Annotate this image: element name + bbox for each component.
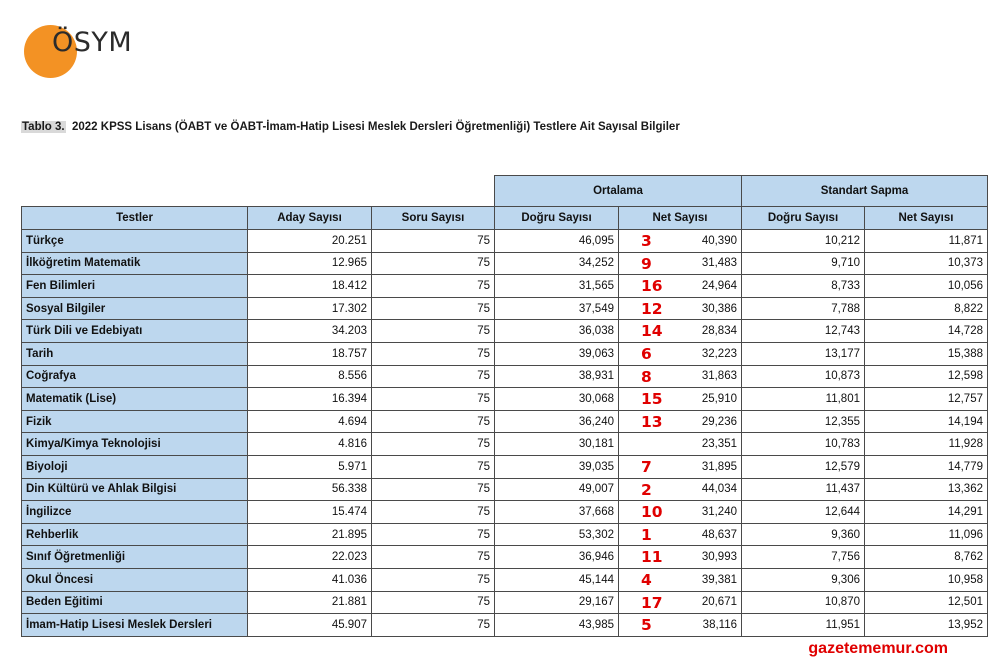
soru-cell: 75 <box>372 591 495 614</box>
ort-net-cell <box>619 342 742 365</box>
soru-cell: 75 <box>372 614 495 637</box>
table-row <box>22 433 988 456</box>
table-row <box>22 546 988 569</box>
soru-cell: 75 <box>372 478 495 501</box>
soru-cell: 75 <box>372 568 495 591</box>
rank-number: 5 <box>641 616 652 635</box>
ss-dogru-cell: 10,873 <box>742 365 865 388</box>
caption-title: 2022 KPSS Lisans (ÖABT ve ÖABT-İmam-Hatip Lisesi Meslek Dersleri Öğretmenliği) Testlere Ait Sayısal Bilgiler <box>72 121 680 133</box>
ss-dogru-cell: 10,212 <box>742 230 865 253</box>
soru-cell: 75 <box>372 365 495 388</box>
ss-dogru-cell: 12,579 <box>742 455 865 478</box>
table-row <box>22 320 988 343</box>
table-row <box>22 523 988 546</box>
ort-net-cell <box>619 523 742 546</box>
ort-net-cell <box>619 297 742 320</box>
logo-text: ÖSYM <box>52 27 133 58</box>
ss-net-cell: 13,952 <box>865 614 988 637</box>
test-name-cell: Okul Öncesi <box>22 568 248 591</box>
net-value: 38,116 <box>702 618 737 631</box>
ort-net-cell <box>619 478 742 501</box>
net-value: 31,895 <box>701 460 737 473</box>
rank-number: 12 <box>641 299 663 318</box>
rank-number: 15 <box>641 390 663 409</box>
kpss-stats-table <box>21 175 988 637</box>
ort-dogru-cell: 30,181 <box>495 433 619 456</box>
ort-net-cell <box>619 614 742 637</box>
ort-dogru-cell: 38,931 <box>495 365 619 388</box>
ort-net-cell <box>619 230 742 253</box>
col-header-ss-net: Net Sayısı <box>865 207 988 230</box>
ss-dogru-cell: 10,783 <box>742 433 865 456</box>
net-value: 40,390 <box>701 234 737 247</box>
aday-cell: 18.412 <box>248 275 372 298</box>
ss-net-cell: 13,362 <box>865 478 988 501</box>
net-value: 39,381 <box>701 573 737 586</box>
col-header-soru: Soru Sayısı <box>372 207 495 230</box>
ss-net-cell: 12,598 <box>865 365 988 388</box>
ss-net-cell: 12,501 <box>865 591 988 614</box>
aday-cell: 21.881 <box>248 591 372 614</box>
soru-cell: 75 <box>372 342 495 365</box>
ort-dogru-cell: 49,007 <box>495 478 619 501</box>
test-name-cell: Matematik (Lise) <box>22 388 248 411</box>
table-row <box>22 591 988 614</box>
soru-cell: 75 <box>372 546 495 569</box>
ort-dogru-cell: 43,985 <box>495 614 619 637</box>
ss-net-cell: 11,928 <box>865 433 988 456</box>
ss-dogru-cell: 9,306 <box>742 568 865 591</box>
rank-number: 10 <box>641 503 663 522</box>
aday-cell: 12.965 <box>248 252 372 275</box>
aday-cell: 4.694 <box>248 410 372 433</box>
ss-net-cell: 14,291 <box>865 501 988 524</box>
aday-cell: 5.971 <box>248 455 372 478</box>
ort-net-cell <box>619 388 742 411</box>
ort-dogru-cell: 39,063 <box>495 342 619 365</box>
ort-dogru-cell: 37,549 <box>495 297 619 320</box>
caption-label: Tablo 3. <box>22 121 65 133</box>
aday-cell: 18.757 <box>248 342 372 365</box>
ss-dogru-cell: 11,951 <box>742 614 865 637</box>
test-name-cell: Türkçe <box>22 230 248 253</box>
rank-number: 3 <box>641 232 652 250</box>
ss-dogru-cell: 7,788 <box>742 297 865 320</box>
test-name-cell: Kimya/Kimya Teknolojisi <box>22 433 248 456</box>
ss-net-cell: 10,958 <box>865 568 988 591</box>
ss-net-cell: 8,762 <box>865 546 988 569</box>
ss-dogru-cell: 9,360 <box>742 523 865 546</box>
table-caption <box>21 121 680 133</box>
table-row <box>22 275 988 298</box>
ort-dogru-cell: 45,144 <box>495 568 619 591</box>
rank-number: 11 <box>641 548 663 567</box>
test-name-cell: İlköğretim Matematik <box>22 252 248 275</box>
ort-net-cell <box>619 501 742 524</box>
ss-net-cell: 10,373 <box>865 252 988 275</box>
ort-dogru-cell: 46,095 <box>495 230 619 253</box>
net-value: 29,236 <box>701 415 737 428</box>
ss-net-cell: 14,194 <box>865 410 988 433</box>
ss-dogru-cell: 10,870 <box>742 591 865 614</box>
ss-dogru-cell: 11,437 <box>742 478 865 501</box>
ort-dogru-cell: 36,946 <box>495 546 619 569</box>
aday-cell: 45.907 <box>248 614 372 637</box>
ort-net-cell <box>619 320 742 343</box>
test-name-cell: Sosyal Bilgiler <box>22 297 248 320</box>
aday-cell: 22.023 <box>248 546 372 569</box>
rank-number: 13 <box>641 412 663 431</box>
ort-net-cell <box>619 275 742 298</box>
net-value: 28,834 <box>701 325 737 338</box>
net-value: 30,386 <box>701 302 737 315</box>
net-value: 31,483 <box>701 257 737 270</box>
header-spacer <box>22 176 495 207</box>
net-value: 31,240 <box>701 505 737 518</box>
test-name-cell: Tarih <box>22 342 248 365</box>
watermark: gazetememur.com <box>808 640 948 657</box>
soru-cell: 75 <box>372 297 495 320</box>
ort-dogru-cell: 31,565 <box>495 275 619 298</box>
ort-dogru-cell: 30,068 <box>495 388 619 411</box>
col-header-ort-net: Net Sayısı <box>619 207 742 230</box>
table-row <box>22 568 988 591</box>
soru-cell: 75 <box>372 230 495 253</box>
osym-logo <box>24 20 164 80</box>
test-name-cell: İmam-Hatip Lisesi Meslek Dersleri <box>22 614 248 637</box>
aday-cell: 41.036 <box>248 568 372 591</box>
aday-cell: 16.394 <box>248 388 372 411</box>
ort-net-cell <box>619 455 742 478</box>
ss-net-cell: 10,056 <box>865 275 988 298</box>
soru-cell: 75 <box>372 523 495 546</box>
ort-dogru-cell: 36,240 <box>495 410 619 433</box>
aday-cell: 4.816 <box>248 433 372 456</box>
ss-dogru-cell: 12,743 <box>742 320 865 343</box>
ss-dogru-cell: 12,355 <box>742 410 865 433</box>
ss-net-cell: 11,096 <box>865 523 988 546</box>
net-value: 23,351 <box>701 438 737 451</box>
test-name-cell: Biyoloji <box>22 455 248 478</box>
ss-dogru-cell: 8,733 <box>742 275 865 298</box>
table-row <box>22 455 988 478</box>
rank-number: 1 <box>641 525 652 544</box>
ort-net-cell <box>619 546 742 569</box>
soru-cell: 75 <box>372 252 495 275</box>
soru-cell: 75 <box>372 501 495 524</box>
ss-net-cell: 14,779 <box>865 455 988 478</box>
net-value: 31,863 <box>701 370 737 383</box>
col-header-testler: Testler <box>22 207 248 230</box>
ort-net-cell <box>619 410 742 433</box>
soru-cell: 75 <box>372 388 495 411</box>
test-name-cell: Sınıf Öğretmenliği <box>22 546 248 569</box>
group-header-mean: Ortalama <box>495 176 742 207</box>
soru-cell: 75 <box>372 275 495 298</box>
ort-net-cell <box>619 252 742 275</box>
rank-number: 8 <box>641 367 652 386</box>
ss-net-cell: 8,822 <box>865 297 988 320</box>
ort-net-cell <box>619 365 742 388</box>
table-row <box>22 614 988 637</box>
ss-dogru-cell: 9,710 <box>742 252 865 275</box>
net-value: 20,671 <box>701 596 737 609</box>
table-row <box>22 365 988 388</box>
test-name-cell: Fizik <box>22 410 248 433</box>
ort-net-cell <box>619 591 742 614</box>
soru-cell: 75 <box>372 455 495 478</box>
rank-number: 6 <box>641 344 652 363</box>
aday-cell: 8.556 <box>248 365 372 388</box>
test-name-cell: Türk Dili ve Edebiyatı <box>22 320 248 343</box>
ss-dogru-cell: 7,756 <box>742 546 865 569</box>
ss-net-cell: 11,871 <box>865 230 988 253</box>
ort-dogru-cell: 34,252 <box>495 252 619 275</box>
ort-dogru-cell: 37,668 <box>495 501 619 524</box>
table-row <box>22 342 988 365</box>
net-value: 30,993 <box>701 551 737 564</box>
table-row <box>22 252 988 275</box>
rank-number: 2 <box>641 480 652 499</box>
ss-net-cell: 14,728 <box>865 320 988 343</box>
table-row <box>22 230 988 253</box>
aday-cell: 15.474 <box>248 501 372 524</box>
net-value: 25,910 <box>701 392 737 405</box>
test-name-cell: Fen Bilimleri <box>22 275 248 298</box>
rank-number: 7 <box>641 457 652 476</box>
test-name-cell: Beden Eğitimi <box>22 591 248 614</box>
net-value: 24,964 <box>701 279 737 292</box>
aday-cell: 21.895 <box>248 523 372 546</box>
ss-dogru-cell: 11,801 <box>742 388 865 411</box>
ort-dogru-cell: 36,038 <box>495 320 619 343</box>
ort-dogru-cell: 39,035 <box>495 455 619 478</box>
test-name-cell: Coğrafya <box>22 365 248 388</box>
aday-cell: 20.251 <box>248 230 372 253</box>
rank-number: 9 <box>641 254 652 273</box>
rank-number: 16 <box>641 277 663 296</box>
group-header-std: Standart Sapma <box>742 176 988 207</box>
soru-cell: 75 <box>372 410 495 433</box>
rank-number: 14 <box>641 322 663 341</box>
net-value: 44,034 <box>701 483 737 496</box>
col-header-ort-dogru: Doğru Sayısı <box>495 207 619 230</box>
table-row <box>22 297 988 320</box>
aday-cell: 17.302 <box>248 297 372 320</box>
aday-cell: 56.338 <box>248 478 372 501</box>
ort-net-cell <box>619 568 742 591</box>
ss-net-cell: 15,388 <box>865 342 988 365</box>
ss-dogru-cell: 12,644 <box>742 501 865 524</box>
soru-cell: 75 <box>372 320 495 343</box>
aday-cell: 34.203 <box>248 320 372 343</box>
net-value: 48,637 <box>701 528 737 541</box>
test-name-cell: Din Kültürü ve Ahlak Bilgisi <box>22 478 248 501</box>
col-header-aday: Aday Sayısı <box>248 207 372 230</box>
net-value: 32,223 <box>701 347 737 360</box>
soru-cell: 75 <box>372 433 495 456</box>
test-name-cell: Rehberlik <box>22 523 248 546</box>
rank-number: 4 <box>641 570 652 589</box>
rank-number: 17 <box>641 593 663 612</box>
ort-dogru-cell: 29,167 <box>495 591 619 614</box>
test-name-cell: İngilizce <box>22 501 248 524</box>
ss-net-cell: 12,757 <box>865 388 988 411</box>
table-row <box>22 501 988 524</box>
ort-dogru-cell: 53,302 <box>495 523 619 546</box>
table-row <box>22 478 988 501</box>
col-header-ss-dogru: Doğru Sayısı <box>742 207 865 230</box>
ss-dogru-cell: 13,177 <box>742 342 865 365</box>
table-row <box>22 410 988 433</box>
ort-net-cell <box>619 433 742 456</box>
table-row <box>22 388 988 411</box>
